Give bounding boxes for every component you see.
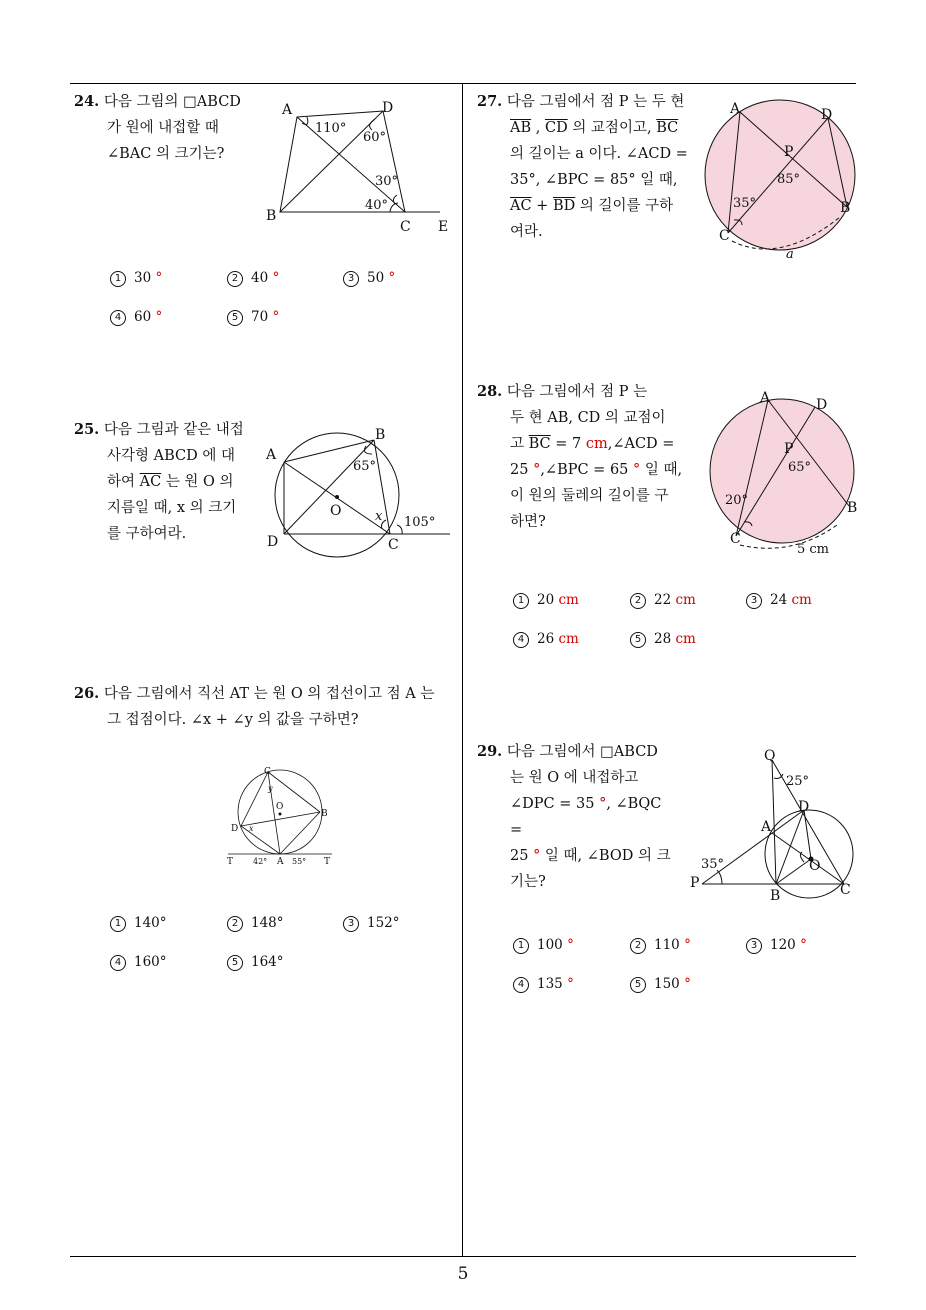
figure-25 — [262, 420, 458, 560]
label-B: B — [840, 200, 851, 216]
label-y: y — [268, 784, 273, 793]
question-text: 가 원에 내접할 때 — [107, 120, 219, 136]
question-number: 25. — [74, 421, 100, 438]
label-x: x — [249, 824, 254, 833]
label-E: E — [438, 219, 449, 235]
choice-1[interactable]: 1 30 ° — [110, 270, 162, 287]
choice-4[interactable]: 4 60 ° — [110, 309, 162, 326]
question-text: 다음 그림에서 □ABCD — [506, 744, 658, 760]
label-A: A — [761, 819, 772, 835]
label-C: C — [730, 531, 741, 547]
figure-26 — [224, 764, 336, 868]
figure-27 — [700, 95, 860, 265]
label-Q: Q — [764, 748, 776, 764]
question-text: 두 현 AB, CD 의 교점이 — [510, 410, 666, 426]
angle-105: 105° — [404, 515, 436, 530]
label-D: D — [231, 824, 239, 834]
choice-5[interactable]: 5 164° — [227, 954, 284, 971]
choice-5[interactable]: 5 150 ° — [630, 976, 691, 993]
question-text: 사각형 ABCD 에 대 — [107, 448, 235, 464]
question-number: 29. — [477, 743, 503, 760]
question-number: 27. — [477, 93, 503, 110]
label-B: B — [847, 500, 858, 516]
choice-4[interactable]: 4 160° — [110, 954, 167, 971]
label-A: A — [277, 857, 284, 867]
question-text: ∠BAC 의 크기는? — [107, 146, 225, 162]
label-O: O — [809, 858, 821, 874]
angle-65: 65° — [353, 459, 377, 474]
page-number: 5 — [457, 1264, 469, 1284]
figure-24 — [260, 95, 460, 240]
label-C: C — [400, 219, 411, 235]
angle-35: 35° — [701, 857, 725, 872]
choice-3[interactable]: 3 120 ° — [746, 937, 807, 954]
question-text: $\overline{AB}$ , $\overline{CD}$ 의 교점이고, $\overline{BC}$ — [510, 120, 679, 136]
question-text: 를 구하여라. — [107, 526, 187, 542]
question-text: 지름일 때, x 의 크기 — [107, 500, 237, 516]
question-text: 25 °,∠BPC = 65 ° 일 때, — [510, 462, 683, 478]
question-number: 24. — [74, 93, 100, 110]
arc-label-5cm: 5 cm — [797, 542, 830, 557]
label-O: O — [330, 503, 342, 519]
question-text: 다음 그림에서 직선 AT 는 원 O 의 접선이고 점 A 는 — [103, 686, 435, 702]
angle-60: 60° — [363, 130, 387, 145]
choice-3[interactable]: 3 50 ° — [343, 270, 395, 287]
label-P: P — [690, 875, 700, 891]
column-divider — [462, 83, 463, 1257]
choice-2[interactable]: 2 110 ° — [630, 937, 691, 954]
question-text: $\overline{AC} + \overline{BD}$ 의 길이를 구하 — [510, 198, 674, 214]
question-text: 하여 $\overline{AC}$ 는 원 O 의 — [107, 474, 234, 490]
question-24 — [74, 89, 250, 167]
label-A: A — [266, 447, 277, 463]
label-D: D — [382, 100, 394, 116]
question-27 — [477, 89, 689, 245]
label-D: D — [798, 799, 810, 815]
figure-28 — [702, 385, 862, 560]
label-O: O — [276, 802, 284, 812]
angle-25: 25° — [786, 774, 810, 789]
question-text: 그 접점이다. ∠x + ∠y 의 값을 구하면? — [107, 712, 359, 728]
choice-4[interactable]: 4 135 ° — [513, 976, 574, 993]
label-C: C — [719, 228, 730, 244]
question-text: 고 $\overline{BC} = 7$ cm,∠ACD = — [510, 436, 675, 452]
angle-85: 85° — [777, 172, 801, 187]
choice-1[interactable]: 1 140° — [110, 915, 167, 932]
question-number: 28. — [477, 383, 503, 400]
label-D: D — [816, 397, 828, 413]
choice-2[interactable]: 2 148° — [227, 915, 284, 932]
label-T-right: T — [324, 857, 331, 867]
top-rule — [70, 83, 856, 84]
label-P: P — [784, 441, 794, 457]
label-A: A — [730, 101, 741, 117]
choice-1[interactable]: 1 20 cm — [513, 592, 579, 609]
label-C: C — [388, 537, 399, 553]
angle-65: 65° — [788, 460, 812, 475]
bottom-rule — [70, 1256, 856, 1257]
label-A: A — [282, 102, 293, 118]
label-B: B — [266, 208, 277, 224]
choice-3[interactable]: 3 24 cm — [746, 592, 812, 609]
question-text: 하면? — [510, 514, 546, 530]
choice-1[interactable]: 1 100 ° — [513, 937, 574, 954]
question-text: 다음 그림의 □ABCD — [103, 94, 241, 110]
label-D: D — [267, 534, 279, 550]
label-A: A — [760, 390, 771, 406]
question-text: 는 원 O 에 내접하고 — [510, 770, 639, 786]
question-text: 기는? — [510, 874, 546, 890]
question-29 — [477, 739, 673, 895]
question-28 — [477, 379, 689, 535]
label-B: B — [321, 809, 328, 819]
arc-label-a: a — [786, 247, 794, 262]
question-text: 의 길이는 a 이다. ∠ACD = — [510, 146, 688, 162]
angle-20: 20° — [725, 493, 749, 508]
question-text: 이 원의 둘레의 길이를 구 — [510, 488, 669, 504]
choice-4[interactable]: 4 26 cm — [513, 631, 579, 648]
label-C: C — [840, 882, 851, 898]
question-text: 35°, ∠BPC = 85° 일 때, — [510, 172, 678, 188]
question-text: 다음 그림과 같은 내접 — [103, 422, 244, 438]
label-T-left: T — [227, 857, 234, 867]
angle-35: 35° — [733, 196, 757, 211]
choice-3[interactable]: 3 152° — [343, 915, 400, 932]
label-B: B — [770, 888, 781, 904]
question-text: ∠DPC = 35 °, ∠BQC = — [510, 796, 662, 838]
angle-42: 42° — [253, 857, 268, 866]
choice-2[interactable]: 2 22 cm — [630, 592, 696, 609]
angle-55: 55° — [292, 857, 307, 866]
choice-5[interactable]: 5 28 cm — [630, 631, 696, 648]
angle-30: 30° — [375, 174, 399, 189]
angle-110: 110° — [315, 121, 347, 136]
label-D: D — [821, 107, 833, 123]
question-number: 26. — [74, 685, 100, 702]
question-text: 다음 그림에서 점 P 는 — [506, 384, 648, 400]
label-P: P — [784, 144, 794, 160]
question-text: 다음 그림에서 점 P 는 두 현 — [506, 94, 685, 110]
question-text: 여라. — [510, 224, 543, 240]
choice-2[interactable]: 2 40 ° — [227, 270, 279, 287]
choice-5[interactable]: 5 70 ° — [227, 309, 279, 326]
angle-40: 40° — [365, 198, 389, 213]
figure-29 — [684, 742, 860, 904]
label-C: C — [264, 767, 271, 777]
question-text: 25 ° 일 때, ∠BOD 의 크 — [510, 848, 671, 864]
label-x: x — [375, 509, 383, 524]
label-B: B — [375, 427, 386, 443]
question-25 — [74, 417, 250, 547]
question-26 — [74, 681, 458, 733]
